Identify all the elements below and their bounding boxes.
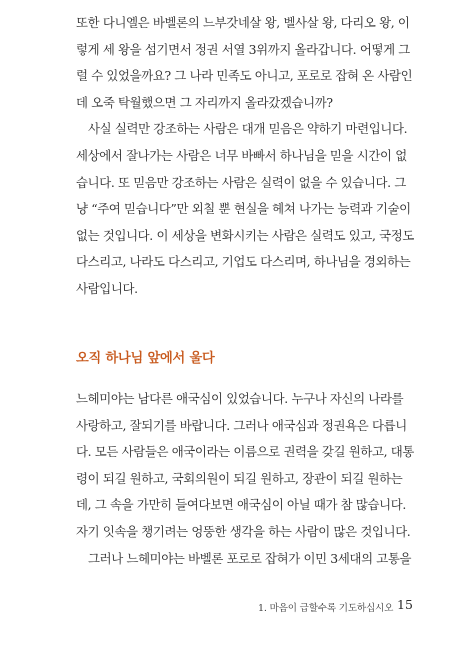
text-line: 렇게 세 왕을 섬기면서 정권 서열 3위까지 올라갑니다. 어떻게 그 [76, 41, 410, 57]
text-line: 럴 수 있었을까요? 그 나라 민족도 아니고, 포로로 잡혀 온 사람인 [76, 68, 413, 84]
text-line: 사실 실력만 강조하는 사람은 대개 믿음은 약하기 마련입니다. [88, 121, 408, 137]
text-line: 령이 되길 원하고, 국회의원이 되길 원하고, 장관이 되길 원하는 [76, 470, 403, 486]
text-line: 다스리고, 나라도 다스리고, 기업도 다스리며, 하나님을 경외하는 [76, 254, 411, 270]
text-line: 사랑하고, 잘되기를 바랍니다. 그러나 애국심과 정권욕은 다릅니 [76, 417, 407, 433]
text-line: 없는 것입니다. 이 세상을 변화시키는 사람은 실력도 있고, 국정도 [76, 227, 414, 243]
text-line: 데 오죽 탁월했으면 그 자리까지 올라갔겠습니까? [76, 94, 333, 110]
text-line: 데, 그 속을 가만히 들여다보면 애국심이 아닐 때가 참 많습니다. [76, 497, 406, 513]
text-line: 냥 “주여 믿습니다”만 외칠 뿐 현실을 헤쳐 나가는 능력과 기술이 [76, 201, 411, 217]
text-line: 세상에서 잘나가는 사람은 너무 바빠서 하나님을 믿을 시간이 없 [76, 147, 407, 163]
text-line: 그러나 느헤미야는 바벨론 포로로 잡혀가 이민 3세대의 고통을 [88, 550, 412, 566]
section-heading: 오직 하나님 앞에서 울다 [76, 351, 215, 366]
text-line: 습니다. 또 믿음만 강조하는 사람은 실력이 없을 수 있습니다. 그 [76, 174, 406, 190]
text-line: 느헤미야는 남다른 애국심이 있었습니다. 누구나 자신의 나라를 [76, 391, 404, 406]
text-line: 자기 잇속을 챙기려는 엉뚱한 생각을 하는 사람이 많은 것입니다. [76, 523, 411, 539]
text-line: 다. 모든 사람들은 애국이라는 이름으로 권력을 갖길 원하고, 대통 [76, 444, 414, 460]
page-number: 15 [397, 597, 413, 612]
text-line: 또한 다니엘은 바벨론의 느부갓네살 왕, 벨사살 왕, 다리오 왕, 이 [76, 15, 410, 30]
running-footer: 1. 마음이 급할수록 기도하십시오 [258, 603, 394, 614]
text-line: 사람입니다. [76, 280, 138, 296]
body-text-bottom [76, 386, 414, 572]
body-text-top [76, 10, 414, 303]
